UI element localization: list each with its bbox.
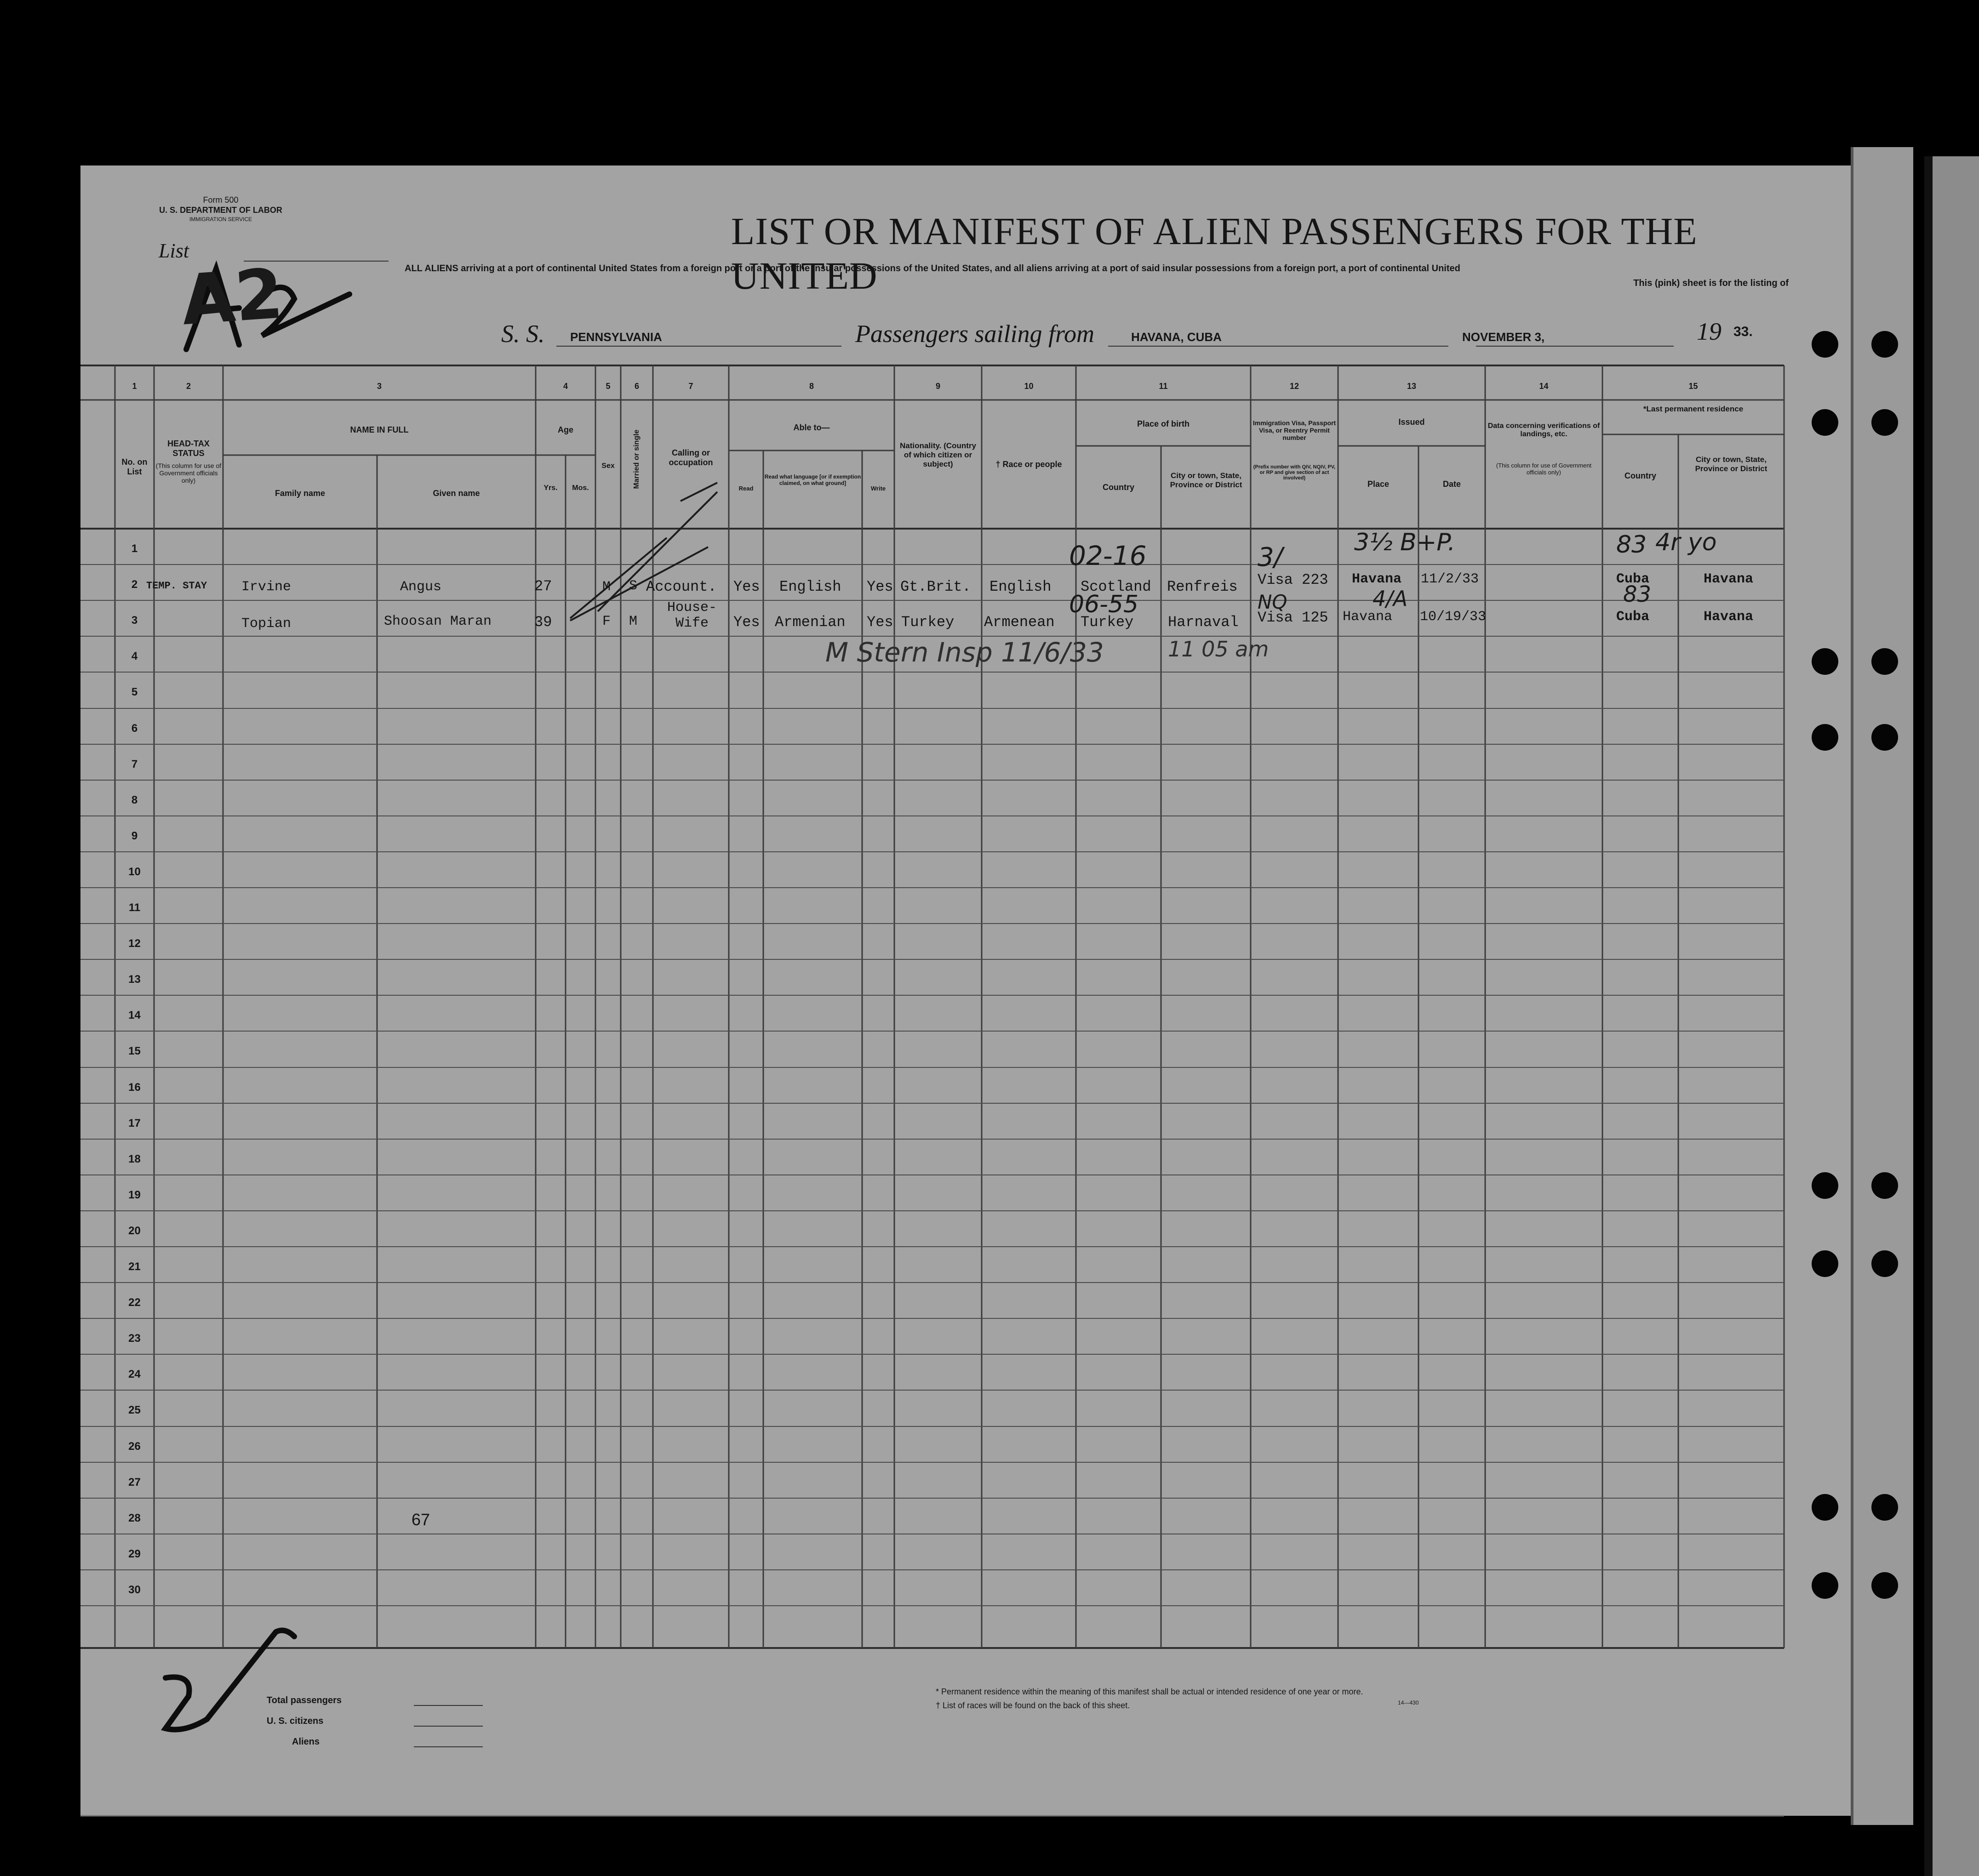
header-name-in-full: NAME IN FULL [350,425,409,434]
punch-hole [1871,648,1898,675]
punch-hole [1812,1172,1838,1199]
row-number: 23 [128,1332,141,1345]
punch-hole [1812,409,1838,436]
race: English [990,578,1052,595]
header-able-to: Able to— [793,423,830,432]
column-number: 4 [563,382,568,391]
header-birth-country: Country [1103,483,1134,492]
header-married-single: Married or single [633,429,641,489]
row-number: 26 [128,1440,141,1453]
punch-hole [1871,724,1898,751]
column-number: 9 [935,382,940,391]
list-label: List [159,239,189,262]
department-name: U. S. DEPARTMENT OF LABOR [159,205,282,215]
punch-hole [1871,1572,1898,1599]
punch-hole [1812,648,1838,675]
service-name: IMMIGRATION SERVICE [189,216,252,222]
can-write: Yes [867,578,893,595]
occupation: Account. [646,578,717,595]
column-number: 5 [606,382,611,391]
visa-number: Visa 223 [1258,571,1328,588]
birth-city: Renfreis [1167,578,1238,595]
row-number: 20 [128,1225,141,1237]
list-value [1379,1379,1380,1380]
punch-hole [1812,724,1838,751]
age-years: 39 [534,614,552,631]
row-number: 21 [128,1260,141,1273]
race: Armenean [984,614,1055,631]
row-number: 5 [131,686,138,698]
can-write: Yes [867,614,893,631]
handwritten-birth-code: 06-55 [1069,591,1139,618]
column-number: 15 [1688,382,1698,391]
row-number: 19 [128,1189,141,1201]
manifest-title: LIST OR MANIFEST OF ALIEN PASSENGERS FOR THE UNITED [731,210,1698,297]
punch-hole [1812,1572,1838,1599]
issued-date: 11/2/33 [1421,571,1479,587]
header-no-on-list: No. on List [121,457,148,476]
column-number: 6 [634,382,639,391]
row-number: 25 [128,1404,141,1416]
footer-total-passengers: Total passengers [267,1695,342,1705]
row-number: 2 [131,578,138,591]
row-number: 30 [128,1584,141,1596]
can-read: Yes [733,614,760,631]
family-name: Irvine [241,579,292,595]
inspector-time: 11 05 am [1168,637,1269,661]
header-age-years: Yrs. [543,484,558,492]
column-number: 14 [1539,382,1549,391]
year-suffix: 33. [1733,324,1753,339]
ship-name: PENNSYLVANIA [570,330,662,344]
birth-country: Turkey [1081,614,1134,631]
language: English [779,578,841,595]
handwritten-visa-mark: NQ [1258,591,1287,613]
handwritten-residence-mark: 4r yo [1655,529,1717,556]
handwritten-residence-mark: 83 [1623,582,1652,607]
punch-hole [1812,331,1838,358]
nationality: Gt.Brit. [900,578,971,595]
row-number: 17 [128,1117,141,1129]
row-number: 28 [128,1512,141,1524]
column-number: 7 [688,382,693,391]
residence-country: Cuba [1616,609,1650,625]
row-number: 22 [128,1296,141,1309]
header-last-residence: *Last permanent residence [1643,405,1744,413]
visa-number: Visa 125 [1258,609,1328,626]
header-issued: Issued [1398,417,1425,427]
sailing-date: NOVEMBER 3, [1462,330,1545,344]
family-name: Topian [241,616,292,632]
row-number: 7 [131,758,138,770]
punch-hole [1812,1250,1838,1277]
column-number: 11 [1159,382,1168,391]
marital-status: S [629,578,638,594]
year-prefix: 19 [1697,318,1722,345]
column-number: 1 [132,382,137,391]
row-number: 14 [128,1009,141,1021]
handwritten-visa-mark: 3/ [1258,542,1283,572]
column-number: 8 [809,382,814,391]
punch-hole [1871,1172,1898,1199]
birth-country: Scotland [1081,578,1151,595]
punch-hole [1871,331,1898,358]
handwritten-row28-mark: 67 [412,1510,430,1529]
header-head-tax-note: (This column for use of Government officials only) [155,462,222,484]
issued-place: Havana [1352,571,1402,587]
footer-note-races: † List of races will be found on the back of this sheet. [936,1701,1130,1710]
header-residence-country: Country [1624,471,1656,480]
punch-hole [1871,409,1898,436]
row-number: 11 [128,901,141,914]
residence-city: Havana [1704,571,1754,587]
departure-port: HAVANA, CUBA [1131,330,1222,344]
header-given-name: Given name [433,489,480,498]
header-age-months: Mos. [572,484,589,492]
occupation: House-Wife [667,600,717,631]
header-head-tax: HEAD-TAX STATUS [167,439,210,458]
head-tax-status: TEMP. STAY [146,580,207,592]
header-visa-note: (Prefix number with QIV, NQIV, PV, or RP and give section of act involved) [1253,464,1336,481]
header-residence-city: City or town, State, Province or District [1695,455,1767,473]
manifest-subtitle-2: This (pink) sheet is for the listing of [1633,278,1789,288]
footer-aliens: Aliens [292,1737,320,1747]
header-issued-place: Place [1367,479,1390,489]
column-number: 12 [1289,382,1299,391]
sex: M [602,579,611,595]
column-number: 3 [377,382,382,391]
column-number: 10 [1024,382,1034,391]
row-number: 6 [131,722,138,735]
ss-label: S. S. [501,320,545,348]
row-number: 29 [128,1548,141,1560]
row-number: 1 [131,542,138,555]
residence-country: Cuba [1616,571,1650,587]
header-race: † Race or people [995,460,1062,469]
header-read: Read [738,485,754,492]
header-issued-date: Date [1442,479,1461,489]
age-years: 27 [534,578,552,595]
header-verifications-note: (This column for use of Government officials only) [1496,462,1592,476]
handwritten-list-number: A2 [179,254,286,341]
header-birth-city: City or town, State, Province or District [1170,471,1242,489]
manifest-subtitle-1: ALL ALIENS arriving at a port of continental United States from a foreign port or a port of the insular possessions of the United States, and all aliens arriving at a port of said insular possessions from a foreign port, a port of continental United [405,263,1460,274]
residence-city: Havana [1704,609,1754,625]
header-visa: Immigration Visa, Passport Visa, or Reentry Permit number [1253,419,1336,441]
footer-us-citizens: U. S. citizens [267,1716,324,1726]
row-number: 24 [128,1368,141,1380]
handwritten-issued-mark: 3½ B+P. [1354,529,1455,556]
header-nationality: Nationality. (Country of which citizen or subject) [900,441,976,468]
can-read: Yes [733,578,760,595]
row-number: 18 [128,1153,141,1165]
row-number: 13 [128,973,141,986]
issued-date: 10/19/33 [1420,609,1487,625]
inspector-stamp: M Stern Insp 11/6/33 [825,637,1104,668]
given-name: Shoosan Maran [384,614,492,629]
punch-hole [1871,1250,1898,1277]
row-number: 15 [128,1045,141,1057]
punch-hole [1812,1494,1838,1521]
column-number: 13 [1407,382,1417,391]
header-family-name: Family name [275,489,326,498]
row-number: 10 [128,866,141,878]
handwritten-residence-mark: 83 [1616,531,1647,559]
row-number: 9 [131,830,138,842]
header-occupation: Calling or occupation [669,448,713,467]
header-age: Age [557,425,573,434]
row-number: 16 [128,1081,141,1094]
handwritten-birth-code: 02-16 [1069,540,1147,571]
nationality: Turkey [901,614,955,631]
header-write: Write [870,485,886,492]
given-name: Angus [400,579,442,595]
header-read-language: Read what language [or if exemption claimed, on what ground] [764,473,861,486]
birth-city: Harnaval [1168,614,1239,631]
row-number: 8 [131,794,138,806]
header-verifications: Data concerning verifications of landings, etc. [1487,422,1600,438]
header-sex: Sex [601,462,615,470]
form-number: Form 500 [203,195,239,205]
row-number: 4 [131,650,138,662]
row-number: 12 [128,937,141,950]
row-number: 27 [128,1476,141,1488]
sailing-label: Passengers sailing from [855,320,1095,348]
marital-status: M [629,614,638,629]
handwritten-issued-mark: 4/A [1373,586,1408,611]
row-number: 3 [131,614,138,627]
punch-hole [1871,1494,1898,1521]
language: Armenian [775,614,846,631]
issued-place: Havana [1343,609,1393,625]
footer-form-code: 14—430 [1398,1699,1419,1706]
header-place-of-birth: Place of birth [1137,419,1190,428]
column-number: 2 [186,382,191,391]
footer-mark [0,0,1,1]
footer-note-residence: * Permanent residence within the meaning of this manifest shall be actual or intended residence of one year or more. [936,1687,1363,1696]
sex: F [602,614,611,629]
